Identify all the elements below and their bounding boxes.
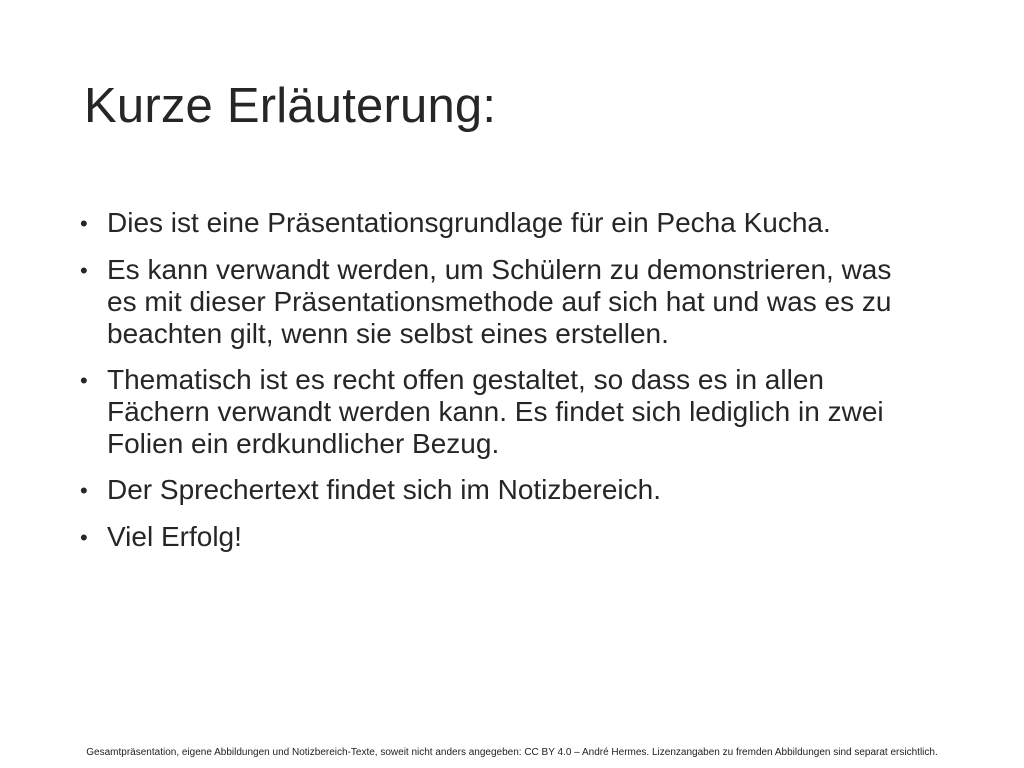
bullet-icon: •: [80, 211, 88, 236]
bullet-text: Viel Erfolg!: [107, 521, 242, 552]
license-footer: Gesamtpräsentation, eigene Abbildungen und Notizbereich-Texte, soweit nicht anders angegeben: CC BY 4.0 – André Hermes. Lizenzangaben zu fremden Abbildungen sind separat ersichtlich.: [86, 747, 938, 758]
bullet-icon: •: [80, 525, 88, 550]
bullet-item: [80, 207, 900, 240]
bullet-text: Es kann verwandt werden, um Schülern zu demonstrieren, was es mit dieser Präsentationsmethode auf sich hat und was es zu beachten gilt, wenn sie selbst eines erstellen.: [107, 254, 892, 349]
bullet-item: [80, 474, 900, 507]
bullet-item: [80, 521, 900, 554]
bullet-text: Der Sprechertext findet sich im Notizbereich.: [107, 474, 661, 505]
bullet-text: Dies ist eine Präsentationsgrundlage für ein Pecha Kucha.: [107, 207, 831, 238]
slide-title: Kurze Erläuterung:: [84, 79, 497, 133]
bullet-icon: •: [80, 258, 88, 283]
bullet-icon: •: [80, 478, 88, 503]
bullet-icon: •: [80, 368, 88, 393]
bullet-list: [80, 207, 900, 568]
bullet-text: Thematisch ist es recht offen gestaltet, so dass es in allen Fächern verwandt werden kann. Es findet sich lediglich in zwei Folien ein erdkundlicher Bezug.: [107, 364, 884, 459]
bullet-item: [80, 254, 900, 350]
bullet-item: [80, 364, 900, 460]
